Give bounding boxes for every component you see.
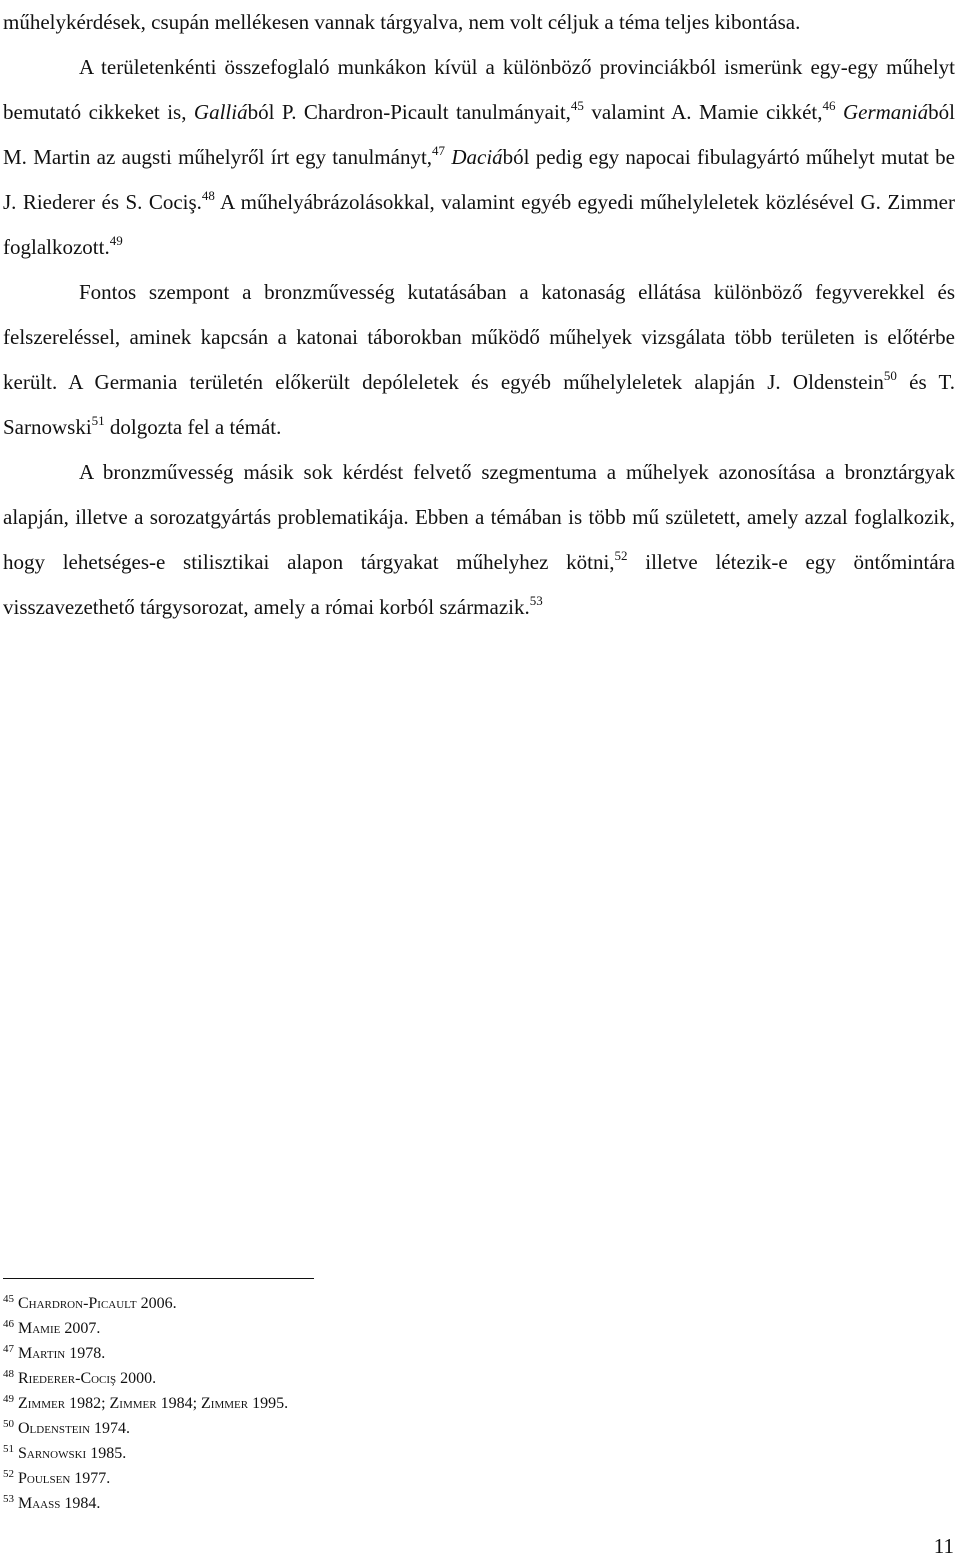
paragraph-2: A területenkénti összefoglaló munkákon kívül a különböző provinciákból ismerünk egy-egy műhelyt bemutató cikkeket is, Galliából P. Chardron-Picault tanulmányait,$^{45}$ valamint A. Mamie cikkét,$^{46}$ Germaniából M. Martin az augsti műhelyről írt egy tanulmányt,$^{47}$ Daciából pedig egy napocai fibulagyártó műhelyt mutat be J. Riederer és S. Cociş.$^{48}$ A műhelyábrázolásokkal, valamint egyéb egyedi műhelyleletek közlésével G. Zimmer foglalkozott.$^{49}$ bbox=[3, 55, 955, 259]
footnote-ref-52[interactable]: 52 bbox=[614, 548, 628, 563]
footnote-ref-50[interactable]: 50 bbox=[883, 368, 897, 383]
footnote-ref-46[interactable]: 46 bbox=[822, 98, 836, 113]
footnote-52: $^{52}$ Poulsen 1977. bbox=[3, 1468, 111, 1487]
page-number: 11 bbox=[933, 1534, 954, 1558]
footnote-53: $^{53}$ Maass 1984. bbox=[3, 1493, 101, 1512]
footnote-ref-49[interactable]: 49 bbox=[109, 233, 123, 248]
footnote-separator bbox=[3, 1278, 314, 1279]
paragraph-4: A bronzművesség másik sok kérdést felvető szegmentuma a műhelyek azonosítása a bronztárgyak alapján, illetve a sorozatgyártás problematikája. Ebben a témában is több mű született, amely azzal foglalkozik, hogy lehetséges-e stilisztikai alapon tárgyakat műhelyhez kötni,$^{52}$ illetve létezik-e egy öntőmintára visszavezethető tárgysorozat, amely a római korból származik.$^{53}$ bbox=[3, 460, 955, 619]
body-text bbox=[3, 0, 955, 630]
footnote-48: $^{48}$ Riederer-Cociş 2000. bbox=[3, 1368, 157, 1387]
footnotes bbox=[3, 1291, 703, 1516]
footnote-51: $^{51}$ Sarnowski 1985. bbox=[3, 1443, 127, 1462]
paragraph-3: Fontos szempont a bronzművesség kutatásában a katonaság ellátása különböző fegyverekkel és felszereléssel, aminek kapcsán a katonai táborokban működő műhelyek vizsgálata több területen is előtérbe került. A Germania területén előkerült depóleletek és egyéb műhelyleletek alapján J. Oldenstein$^{50}$ és T. Sarnowski$^{51}$ dolgozta fel a témát. bbox=[3, 280, 955, 439]
footnote-47: $^{47}$ Martin 1978. bbox=[3, 1343, 106, 1362]
footnote-50: $^{50}$ Oldenstein 1974. bbox=[3, 1418, 131, 1437]
footnote-ref-45[interactable]: 45 bbox=[570, 98, 584, 113]
footnote-ref-48[interactable]: 48 bbox=[201, 188, 215, 203]
footnote-46: $^{46}$ Mamie 2007. bbox=[3, 1318, 101, 1337]
footnote-ref-51[interactable]: 51 bbox=[91, 413, 105, 428]
footnote-ref-47[interactable]: 47 bbox=[432, 143, 446, 158]
footnote-45: $^{45}$ Chardron-Picault 2006. bbox=[3, 1293, 177, 1312]
footnote-49: $^{49}$ Zimmer 1982; Zimmer 1984; Zimmer 1995. bbox=[3, 1393, 289, 1412]
paragraph-1: műhelykérdések, csupán mellékesen vannak tárgyalva, nem volt céljuk a téma teljes kibontása. bbox=[3, 10, 801, 34]
footnote-ref-53[interactable]: 53 bbox=[529, 593, 543, 608]
